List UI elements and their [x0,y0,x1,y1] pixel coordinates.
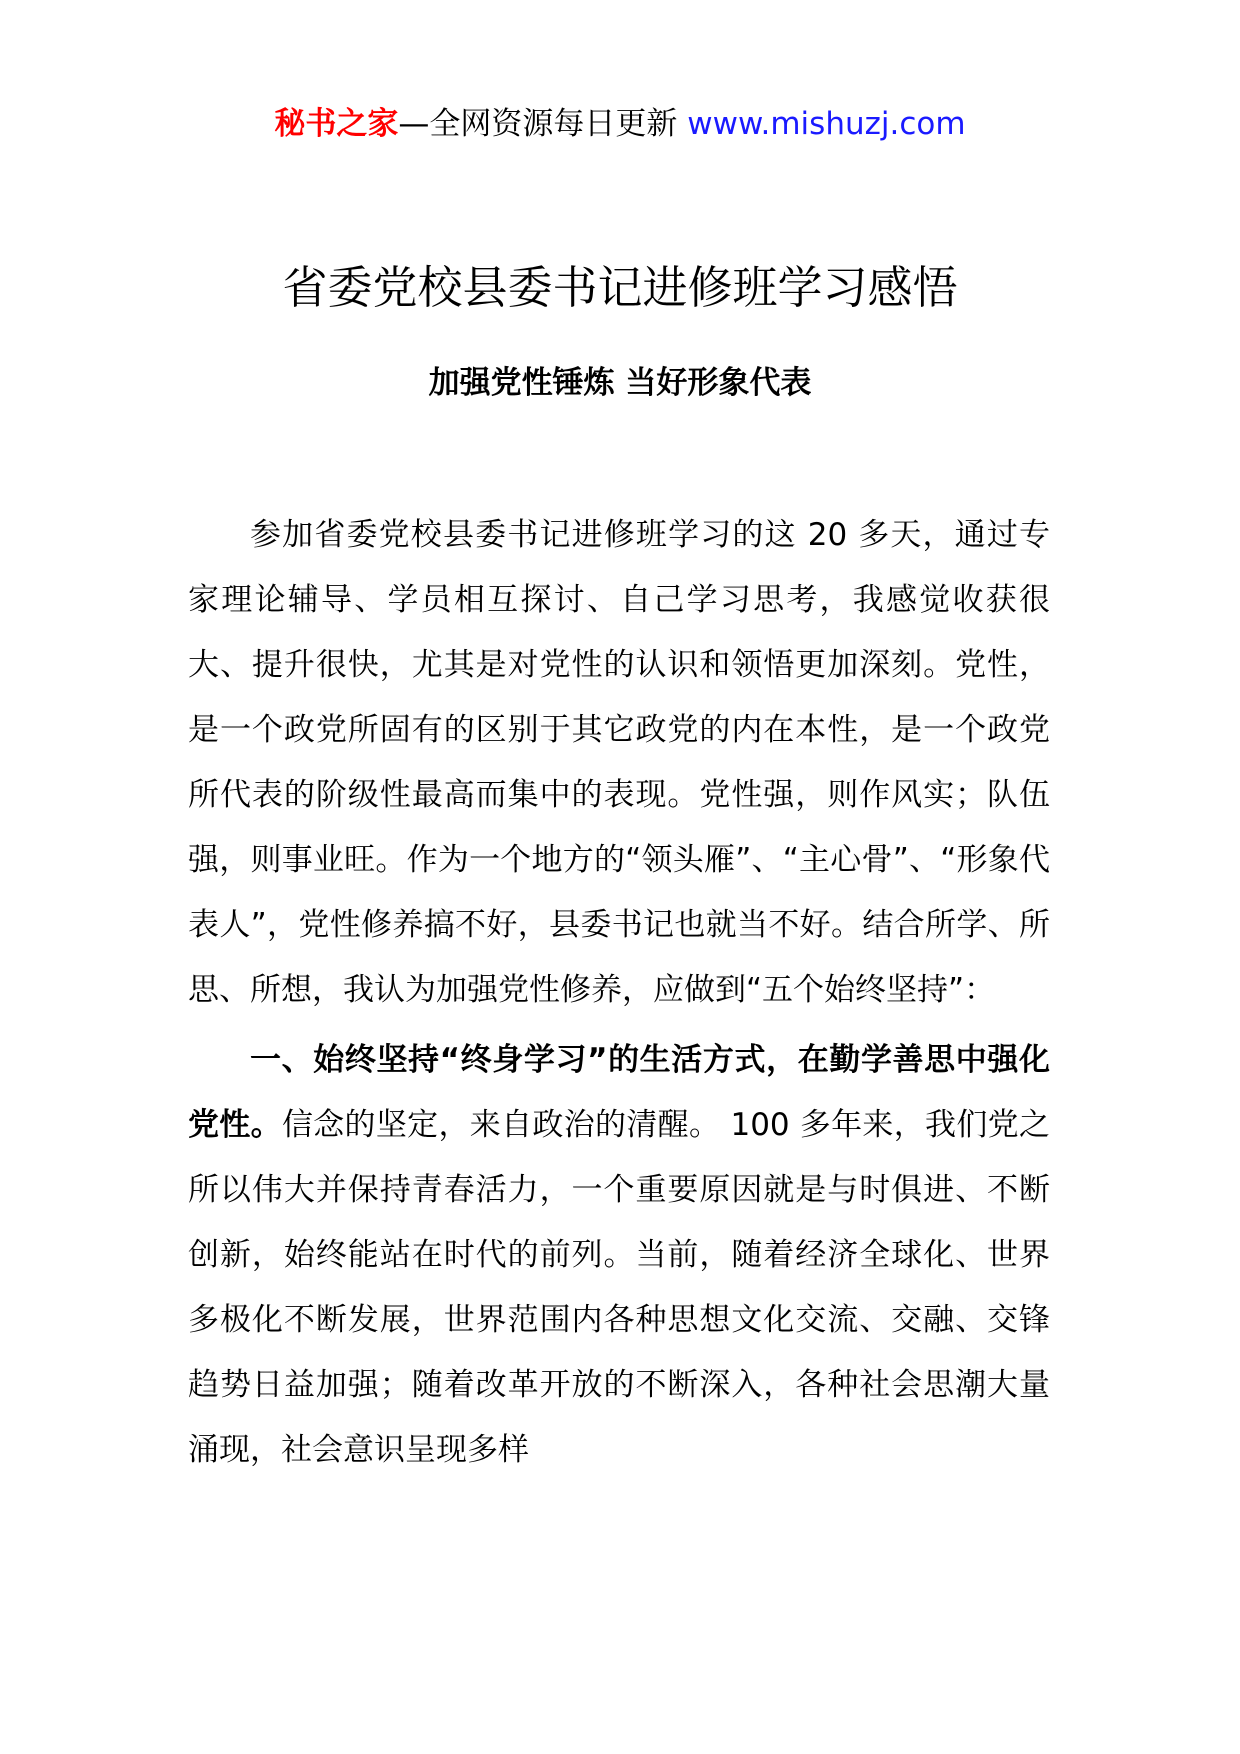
site-brand: 秘书之家 [274,106,399,142]
site-slogan: —全网资源每日更新 [398,106,678,142]
site-header [0,104,1240,144]
site-url-link[interactable]: www.mishuzj.com [687,106,966,142]
document-subtitle: 加强党性锤炼 当好形象代表 [428,365,812,401]
section-one-paragraph [188,1028,1050,1483]
section-one-text: 信念的坚定，来自政治的清醒。 100 多年来，我们党之所以伟大并保持青春活力，一个重要原因就是与时俱进、不断创新，始终能站在时代的前列。当前，随着经济全球化、世界多极化不断发展，世界范围内各种思想文化交流、交融、交锋趋势日益加强；随着改革开放的不断深入，各种社会思潮大量涌现，社会意识呈现多样 [188,1107,1050,1468]
intro-paragraph [188,503,1050,1023]
document-title: 省委党校县委书记进修班学习感悟 [282,261,958,314]
intro-paragraph-text: 参加省委党校县委书记进修班学习的这 20 多天，通过专家理论辅导、学员相互探讨、自己学习思考，我感觉收获很大、提升很快，尤其是对党性的认识和领悟更加深刻。党性，是一个政党所固有的区别于其它政党的内在本性，是一个政党所代表的阶级性最高而集中的表现。党性强，则作风实；队伍强，则事业旺。作为一个地方的“领头雁”、“主心骨”、“形象代表人”，党性修养搞不好，县委书记也就当不好。结合所学、所思、所想，我认为加强党性修养，应做到“五个始终坚持”： [188,517,1050,1008]
document-body [188,503,1050,1483]
section-one-heading: 一、始终坚持“终身学习”的生活方式，在勤学善思中强化党性。 [188,1042,1050,1143]
